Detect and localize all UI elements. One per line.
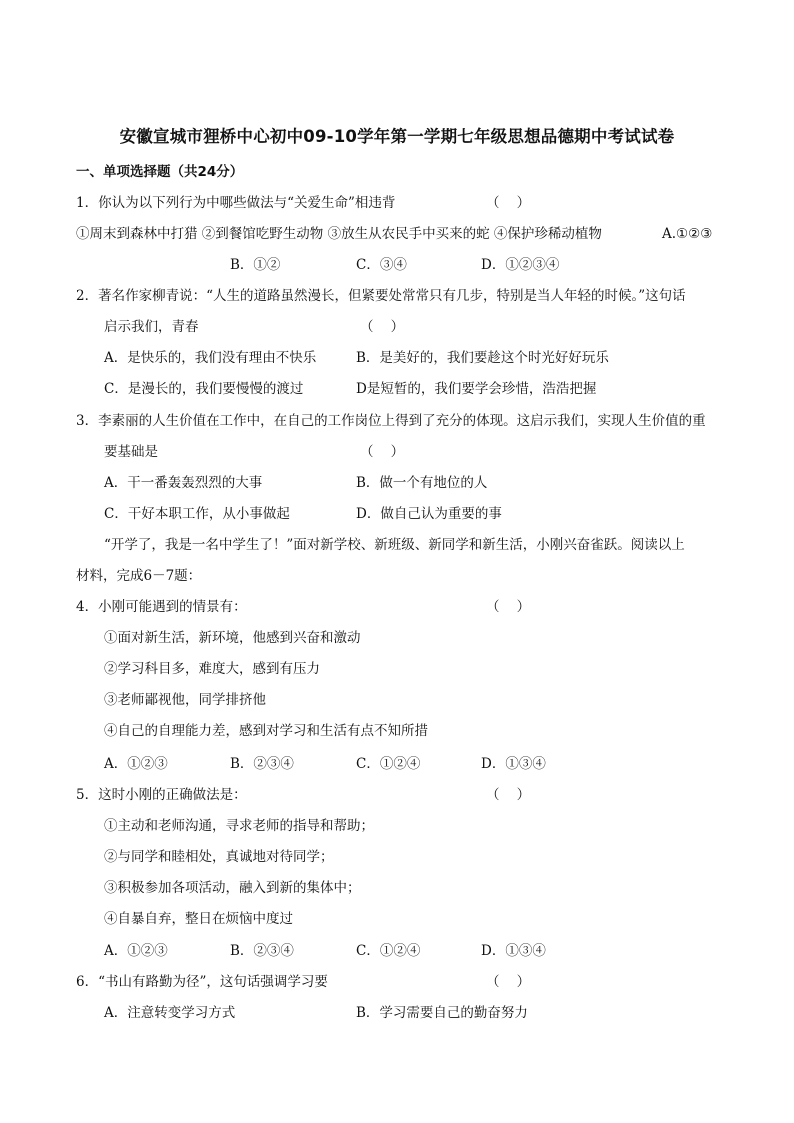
q2-option-c: C．是漫长的，我们要慢慢的渡过 — [104, 381, 304, 397]
q2-stem-cont: 启示我们，青春 — [104, 319, 199, 335]
q4-answer-blank: （ ） — [486, 599, 531, 615]
q1-option-a: A.①②③ — [662, 226, 713, 242]
q5-option-a: A．①②③ — [104, 943, 168, 959]
q2-answer-blank: （ ） — [360, 319, 405, 335]
q2-stem: 2．著名作家柳青说：“人生的道路虽然漫长，但紧要处常常只有几步，特别是当人年轻的时候。”这句话 — [76, 288, 686, 304]
reading-passage-cont: 材料，完成6－7题： — [76, 568, 202, 584]
q5-item-4: ④自暴自弃，整日在烦恼中度过 — [104, 911, 293, 927]
q6-answer-blank: （ ） — [486, 974, 531, 990]
q1-option-b: B．①② — [230, 257, 281, 273]
q3-option-a: A．干一番轰轰烈烈的大事 — [104, 475, 263, 491]
q4-item-3: ③老师鄙视他，同学排挤他 — [104, 692, 266, 708]
q1-answer-blank: （ ） — [486, 195, 531, 211]
q5-option-d: D．①③④ — [481, 943, 546, 959]
q5-item-1: ①主动和老师沟通，寻求老师的指导和帮助； — [104, 818, 374, 834]
q3-stem-cont: 要基础是 — [104, 444, 158, 460]
q3-option-d: D．做自己认为重要的事 — [356, 506, 502, 522]
q2-option-b: B．是美好的，我们要趁这个时光好好玩乐 — [356, 350, 609, 366]
q6-option-a: A．注意转变学习方式 — [104, 1005, 236, 1021]
q5-option-b: B．②③④ — [230, 943, 294, 959]
q4-item-1: ①面对新生活，新环境，他感到兴奋和激动 — [104, 630, 361, 646]
q4-option-b: B．②③④ — [230, 756, 294, 772]
q3-stem: 3．李素丽的人生价值在工作中，在自己的工作岗位上得到了充分的体现。这启示我们，实现人生价值的重 — [76, 413, 706, 429]
q5-item-2: ②与同学和睦相处，真诚地对待同学； — [104, 849, 334, 865]
q3-option-c: C．干好本职工作，从小事做起 — [104, 506, 290, 522]
q2-option-a: A．是快乐的，我们没有理由不快乐 — [104, 350, 317, 366]
q5-answer-blank: （ ） — [486, 787, 531, 803]
q5-stem: 5．这时小刚的正确做法是： — [76, 787, 247, 803]
q4-item-2: ②学习科目多，难度大，感到有压力 — [104, 661, 320, 677]
q6-option-b: B．学习需要自己的勤奋努力 — [356, 1005, 528, 1021]
q3-option-b: B．做一个有地位的人 — [356, 475, 488, 491]
q1-stem: 1．你认为以下列行为中哪些做法与“关爱生命”相违背 — [76, 195, 396, 211]
q3-answer-blank: （ ） — [360, 444, 405, 460]
q5-item-3: ③积极参加各项活动，融入到新的集体中； — [104, 880, 361, 896]
q1-items: ①周末到森林中打猎 ②到餐馆吃野生动物 ③放生从农民手中买来的蛇 ④保护珍稀动植物 — [76, 226, 602, 242]
q4-option-c: C．①②④ — [356, 756, 421, 772]
q6-stem: 6．“书山有路勤为径”，这句话强调学习要 — [76, 974, 328, 990]
q4-option-a: A．①②③ — [104, 756, 168, 772]
q2-option-d: D是短暂的，我们要学会珍惜，浩浩把握 — [356, 381, 597, 397]
exam-title: 安徽宣城市狸桥中心初中09-10学年第一学期七年级思想品德期中考试试卷 — [119, 127, 675, 146]
reading-passage: “开学了，我是一名中学生了！”面对新学校、新班级、新同学和新生活，小刚兴奋雀跃。阅读以上 — [104, 537, 685, 553]
section-heading: 一、单项选择题（共24分） — [76, 164, 244, 180]
q5-option-c: C．①②④ — [356, 943, 421, 959]
q1-option-d: D．①②③④ — [481, 257, 560, 273]
q4-item-4: ④自己的自理能力差，感到对学习和生活有点不知所措 — [104, 723, 428, 739]
q1-option-c: C．③④ — [356, 257, 407, 273]
q4-stem: 4．小刚可能遇到的情景有： — [76, 599, 247, 615]
q4-option-d: D．①③④ — [481, 756, 546, 772]
